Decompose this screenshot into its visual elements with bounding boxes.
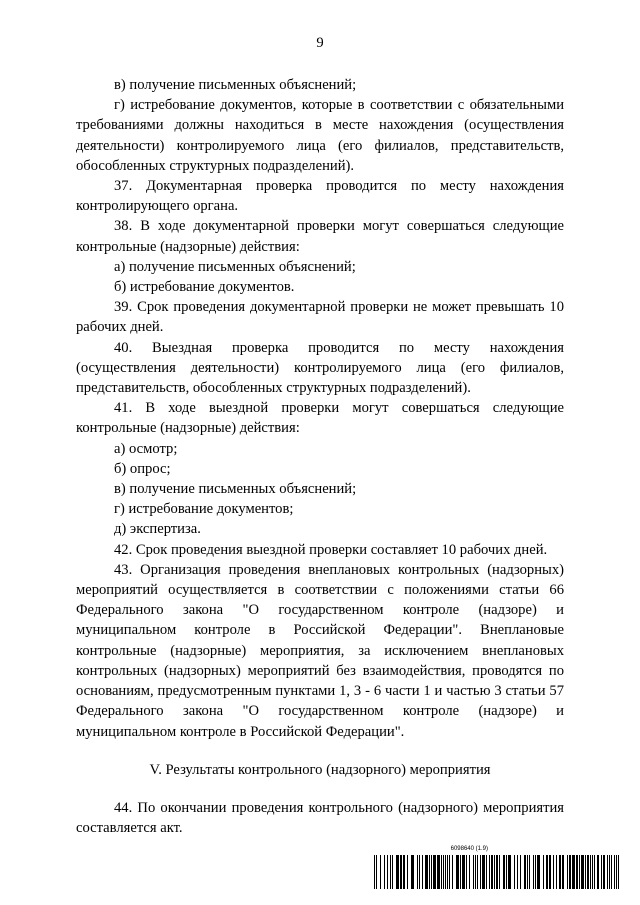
barcode-bar bbox=[374, 855, 375, 889]
barcode-bar bbox=[559, 855, 561, 889]
barcode-bar bbox=[585, 855, 586, 889]
barcode-bar bbox=[587, 855, 589, 889]
barcode-bar bbox=[503, 855, 505, 889]
barcode-bar bbox=[553, 855, 554, 889]
barcode-bar bbox=[529, 855, 530, 889]
barcode-bar bbox=[618, 855, 619, 889]
barcode-bar bbox=[392, 855, 393, 889]
paragraph: 43. Организация проведения внеплановых контрольных (надзорных) мероприятий осуществляется в соответствии с положениями статьи 66 Федерального закона "О государственном контроле (надзоре) и муниципальном контроле в Российской Федерации". Внеплановые контрольные (надзорные) мероприятия, за исключением внеплановых контрольных (надзорных) мероприятий без взаимодействия, проводятся по основаниям, предусмотренным пунктами 1, 3 - 6 части 1 и частью 3 статьи 57 Федерального закона "О государственном контроле (надзоре) и муниципальном контроле в Российской Федерации". bbox=[76, 561, 564, 740]
barcode-bar bbox=[517, 855, 518, 889]
barcode-bar bbox=[400, 855, 402, 889]
barcode-bar bbox=[527, 855, 528, 889]
barcode-bar bbox=[590, 855, 591, 889]
barcode bbox=[374, 845, 622, 891]
paragraph: в) получение письменных объяснений; bbox=[114, 77, 357, 93]
barcode-bar bbox=[417, 855, 418, 889]
barcode-bar bbox=[460, 855, 461, 889]
barcode-bar bbox=[506, 855, 507, 889]
barcode-bar bbox=[491, 855, 493, 889]
barcode-bar bbox=[537, 855, 540, 889]
barcode-bar bbox=[419, 855, 420, 889]
barcode-bar bbox=[535, 855, 536, 889]
body-text bbox=[76, 75, 564, 838]
barcode-bar bbox=[425, 855, 428, 889]
barcode-bar bbox=[489, 855, 490, 889]
barcode-bar bbox=[407, 855, 408, 889]
barcode-bar bbox=[499, 855, 500, 889]
barcode-bar bbox=[524, 855, 526, 889]
paragraph: д) экспертиза. bbox=[114, 521, 201, 538]
barcode-bar bbox=[437, 855, 440, 889]
barcode-bar bbox=[592, 855, 593, 889]
barcode-bar bbox=[603, 855, 605, 889]
barcode-bar bbox=[456, 855, 459, 889]
barcode-bar bbox=[601, 855, 602, 889]
barcode-bar bbox=[376, 855, 377, 889]
barcode-bar bbox=[556, 855, 557, 889]
barcode-bar bbox=[384, 855, 385, 889]
barcode-bar bbox=[473, 855, 474, 889]
barcode-bar bbox=[422, 855, 423, 889]
paragraph: 37. Документарная проверка проводится по месту нахождения контролирующего органа. bbox=[76, 178, 564, 215]
paragraph: б) опрос; bbox=[114, 460, 171, 477]
barcode-bar bbox=[380, 855, 381, 889]
barcode-icon bbox=[374, 855, 622, 889]
barcode-bar bbox=[462, 855, 465, 889]
page-number: 9 bbox=[316, 35, 324, 51]
paragraph: б) истребование документов. bbox=[114, 279, 295, 296]
barcode-bar bbox=[387, 855, 388, 889]
barcode-bar bbox=[572, 855, 575, 889]
barcode-bar bbox=[475, 855, 476, 889]
barcode-bar bbox=[607, 855, 608, 889]
barcode-bar bbox=[390, 855, 391, 889]
paragraph: г) истребование документов, которые в соответствии с обязательными требованиями должны находиться в месте нахождения (осуществления деятельности) контролируемого лица (его филиалов, представительств, обособленных структурных подразделений). bbox=[76, 97, 564, 174]
barcode-bar bbox=[452, 855, 453, 889]
barcode-bar bbox=[508, 855, 511, 889]
barcode-bar bbox=[533, 855, 534, 889]
paragraph: 41. В ходе выездной проверки могут совершаться следующие контрольные (надзорные) действия: bbox=[76, 400, 564, 437]
paragraph: а) осмотр; bbox=[114, 440, 178, 457]
paragraph: 44. По окончании проведения контрольного (надзорного) мероприятия составляется акт. bbox=[76, 799, 564, 837]
barcode-bar bbox=[569, 855, 571, 889]
paragraph: г) истребование документов; bbox=[114, 501, 294, 518]
barcode-bar bbox=[579, 855, 580, 889]
paragraph: 40. Выездная проверка проводится по месту нахождения (осуществления деятельности) контролируемого лица (его филиалов, представительств, обособленных структурных подразделений). bbox=[76, 339, 564, 397]
barcode-bar bbox=[445, 855, 446, 889]
barcode-bar bbox=[609, 855, 610, 889]
paragraph: 39. Срок проведения документарной проверки не может превышать 10 рабочих дней. bbox=[76, 299, 564, 336]
barcode-bar bbox=[549, 855, 551, 889]
section-title: V. Результаты контрольного (надзорного) мероприятия bbox=[149, 761, 491, 778]
barcode-bar bbox=[396, 855, 399, 889]
barcode-bar bbox=[576, 855, 578, 889]
barcode-bar bbox=[562, 855, 564, 889]
paragraph: в) получение письменных объяснений; bbox=[114, 481, 357, 498]
barcode-bar bbox=[447, 855, 448, 889]
barcode-bar bbox=[431, 855, 432, 889]
barcode-bar bbox=[494, 855, 495, 889]
barcode-bar bbox=[403, 855, 405, 889]
barcode-bar bbox=[482, 855, 485, 889]
barcode-bar bbox=[433, 855, 436, 889]
barcode-bar bbox=[520, 855, 521, 889]
barcode-bar bbox=[611, 855, 612, 889]
barcode-bar bbox=[441, 855, 442, 889]
barcode-bar bbox=[616, 855, 617, 889]
barcode-bar bbox=[411, 855, 414, 889]
barcode-bar bbox=[514, 855, 515, 889]
barcode-bar bbox=[449, 855, 450, 889]
barcode-bar bbox=[469, 855, 470, 889]
barcode-bar bbox=[477, 855, 478, 889]
barcode-bar bbox=[614, 855, 615, 889]
barcode-bar bbox=[466, 855, 467, 889]
barcode-bar bbox=[443, 855, 444, 889]
paragraph: 42. Срок проведения выездной проверки составляет 10 рабочих дней. bbox=[114, 541, 548, 558]
paragraph: а) получение письменных объяснений; bbox=[114, 258, 356, 275]
barcode-bar bbox=[496, 855, 498, 889]
barcode-bar bbox=[543, 855, 544, 889]
barcode-bar bbox=[567, 855, 568, 889]
barcode-bar bbox=[486, 855, 487, 889]
barcode-bar bbox=[597, 855, 599, 889]
barcode-bar bbox=[546, 855, 548, 889]
barcode-bar bbox=[594, 855, 595, 889]
barcode-bar bbox=[480, 855, 481, 889]
paragraph: 38. В ходе документарной проверки могут совершаться следующие контрольные (надзорные) действия: bbox=[76, 218, 564, 255]
barcode-bar bbox=[581, 855, 584, 889]
barcode-caption: 6098640 (1.9) bbox=[450, 846, 488, 852]
barcode-bar bbox=[429, 855, 430, 889]
